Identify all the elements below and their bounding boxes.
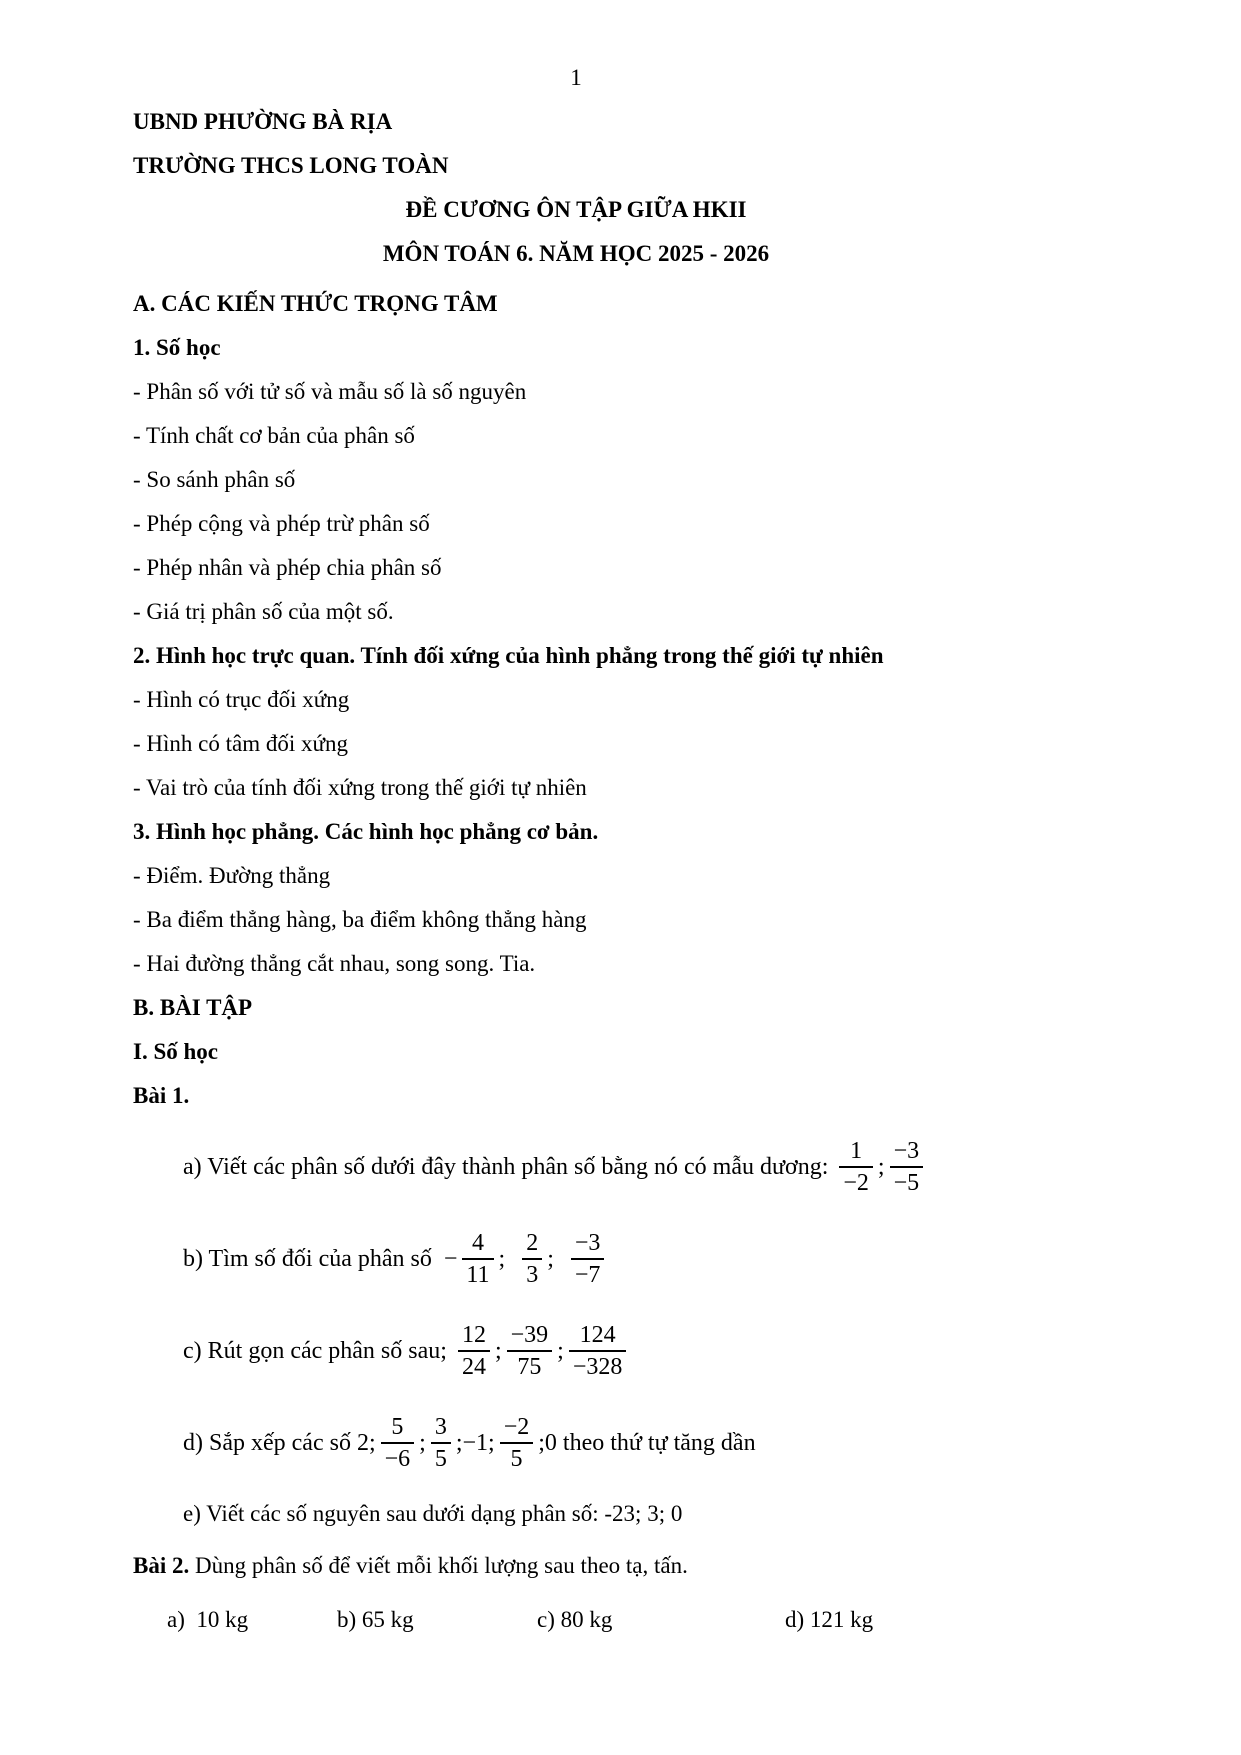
fraction-numerator: 12 [458, 1321, 490, 1352]
fraction [522, 1229, 542, 1289]
fraction [507, 1321, 553, 1381]
org-line-2: TRƯỜNG THCS LONG TOÀN [133, 153, 449, 178]
list-item: - Phép cộng và phép trừ phân số [133, 511, 430, 536]
fraction [458, 1321, 490, 1381]
fraction-numerator: 2 [522, 1229, 542, 1260]
fraction-denominator: 5 [434, 1446, 447, 1472]
list-item: - Phép nhân và phép chia phân số [133, 555, 442, 580]
fraction-denominator: −328 [572, 1354, 623, 1380]
bai2-option-a: a) 10 kg [167, 1607, 249, 1632]
bai1-item-d [133, 1400, 1019, 1486]
formula-text: ; [547, 1245, 566, 1272]
fraction-denominator: 75 [517, 1354, 542, 1380]
fraction [839, 1137, 873, 1197]
fraction-denominator: 24 [461, 1354, 486, 1380]
bai1-item-e: e) Viết các số nguyên sau dưới dạng phân số: -23; 3; 0 [183, 1501, 683, 1526]
bai2-option-c: c) 80 kg [537, 1607, 613, 1632]
fraction-denominator: 11 [466, 1262, 490, 1288]
section-a-heading: A. CÁC KIẾN THỨC TRỌNG TÂM [133, 291, 498, 316]
formula-text: ; [419, 1429, 426, 1456]
fraction-denominator: −5 [893, 1170, 920, 1196]
formula-text: c) Rút gọn các phân số sau; [183, 1337, 453, 1364]
formula-text: ;0 theo thứ tự tăng dần [538, 1429, 756, 1456]
fraction [381, 1413, 415, 1473]
bai2-option-d: d) 121 kg [785, 1607, 874, 1632]
fraction-numerator: −3 [571, 1229, 605, 1260]
list-item: - Hình có trục đối xứng [133, 687, 350, 712]
list-item: - Giá trị phân số của một số. [133, 599, 394, 624]
fraction-numerator: 4 [462, 1229, 493, 1260]
formula-text: d) Sắp xếp các số 2; [183, 1429, 376, 1456]
fraction [462, 1229, 493, 1289]
fraction-numerator: −3 [890, 1137, 924, 1168]
section-b-heading: B. BÀI TẬP [133, 995, 253, 1020]
fraction [431, 1413, 451, 1473]
list-item: - Phân số với tử số và mẫu số là số nguyên [133, 379, 527, 404]
bai2-option-b: b) 65 kg [337, 1607, 414, 1632]
section-a2-heading: 2. Hình học trực quan. Tính đối xứng của hình phẳng trong thế giới tự nhiên [133, 643, 884, 668]
list-item: - So sánh phân số [133, 467, 296, 492]
bai2-text: Dùng phân số để viết mỗi khối lượng sau theo tạ, tấn. [189, 1553, 688, 1578]
fraction-numerator: 5 [381, 1413, 415, 1444]
bai1-item-c [133, 1308, 1019, 1394]
formula-text: ; [494, 1337, 502, 1364]
fraction-denominator: 3 [526, 1262, 539, 1288]
list-item: - Điểm. Đường thẳng [133, 863, 331, 888]
section-a1-heading: 1. Số học [133, 335, 221, 360]
bai1-label: Bài 1. [133, 1083, 190, 1108]
list-item: - Tính chất cơ bản của phân số [133, 423, 415, 448]
list-item: - Hai đường thẳng cắt nhau, song song. Tia. [133, 951, 536, 976]
list-item: - Hình có tâm đối xứng [133, 731, 348, 756]
formula-text: b) Tìm số đối của phân số − [183, 1245, 458, 1272]
fraction-numerator: 3 [431, 1413, 451, 1444]
fraction-numerator: 1 [839, 1137, 873, 1168]
doc-subtitle: MÔN TOÁN 6. NĂM HỌC 2025 - 2026 [382, 241, 770, 266]
section-a3-heading: 3. Hình học phẳng. Các hình học phẳng cơ bản. [133, 819, 599, 844]
formula-text: a) Viết các phân số dưới đây thành phân số bằng nó có mẫu dương: [183, 1153, 835, 1180]
fraction [569, 1321, 627, 1381]
bai2-label: Bài 2. [133, 1553, 190, 1578]
fraction-numerator: −2 [500, 1413, 534, 1444]
formula-text: ;−1; [455, 1429, 495, 1456]
fraction [500, 1413, 534, 1473]
list-item: - Vai trò của tính đối xứng trong thế giới tự nhiên [133, 775, 587, 800]
fraction-denominator: −2 [843, 1170, 869, 1196]
fraction-numerator: 124 [569, 1321, 627, 1352]
doc-title: ĐỀ CƯƠNG ÔN TẬP GIỮA HKII [405, 197, 747, 222]
fraction-denominator: 5 [510, 1446, 523, 1472]
formula-text: ; [498, 1245, 518, 1272]
formula-text: ; [877, 1153, 885, 1180]
section-b1-heading: I. Số học [133, 1039, 218, 1064]
formula-text: ; [557, 1337, 564, 1364]
bai2-options-row [133, 1598, 1019, 1642]
fraction-denominator: −6 [384, 1446, 411, 1472]
fraction-denominator: −7 [574, 1262, 601, 1288]
bai2-line [133, 1544, 1019, 1588]
fraction [890, 1137, 924, 1197]
fraction [571, 1229, 605, 1289]
bai1-item-b [133, 1216, 1019, 1302]
bai1-item-a [133, 1124, 1019, 1210]
fraction-numerator: −39 [507, 1321, 553, 1352]
list-item: - Ba điểm thẳng hàng, ba điểm không thẳng hàng [133, 907, 587, 932]
org-line-1: UBND PHƯỜNG BÀ RỊA [133, 109, 393, 134]
page-number: 1 [570, 65, 582, 90]
